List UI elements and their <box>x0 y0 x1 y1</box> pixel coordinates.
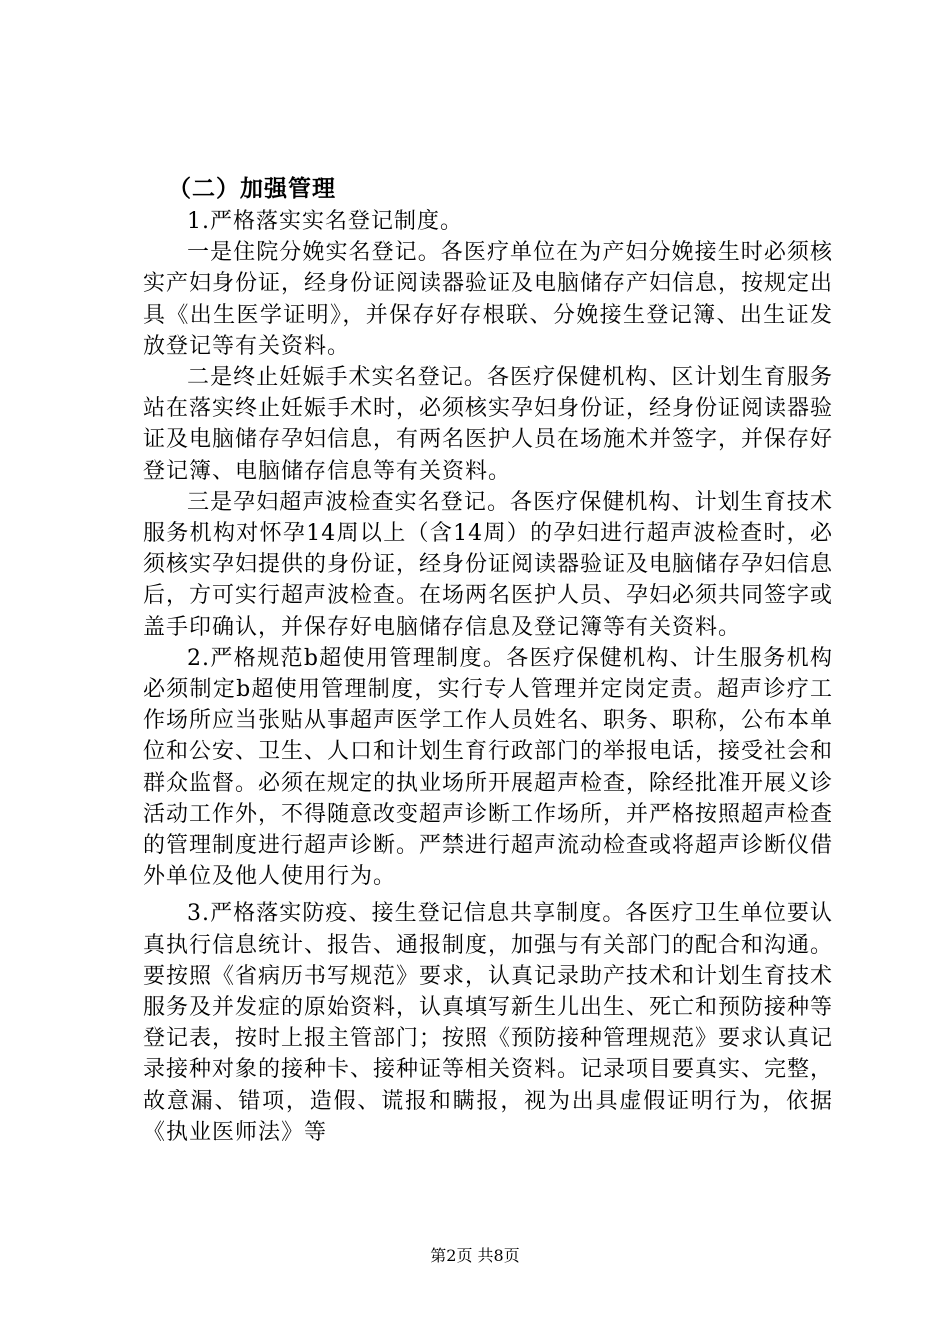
page-footer: 第2页 共8页 <box>430 1246 520 1265</box>
paragraph-item-1: 1.严格落实实名登记制度。 <box>187 209 463 234</box>
paragraph-item-2: 一是住院分娩实名登记。各医疗单位在为产妇分娩接生时必须核实产妇身份证，经身份证阅读器验证及电脑储存产妇信息，按规定出具《出生医学证明》，并保存好存根联、分娩接生登记簿、出生证发放登记等有关资料。 <box>143 240 834 359</box>
paragraph-item-6: 3.严格落实防疫、接生登记信息共享制度。各医疗卫生单位要认真执行信息统计、报告、通报制度，加强与有关部门的配合和沟通。要按照《省病历书写规范》要求，认真记录助产技术和计划生育技术服务及并发症的原始资料，认真填写新生儿出生、死亡和预防接种等登记表，按时上报主管部门；按照《预防接种管理规范》要求认真记录接种对象的接种卡、接种证等相关资料。记录项目要真实、完整，故意漏、错项，造假、谎报和瞒报，视为出具虚假证明行为，依据《执业医师法》等 <box>143 901 834 1145</box>
paragraph-item-5: 2.严格规范b超使用管理制度。各医疗保健机构、计生服务机构必须制定b超使用管理制度，实行专人管理并定岗定责。超声诊疗工作场所应当张贴从事超声医学工作人员姓名、职务、职称，公布本单位和公安、卫生、人口和计划生育行政部门的举报电话，接受社会和群众监督。必须在规定的执业场所开展超声检查，除经批准开展义诊活动工作外，不得随意改变超声诊断工作场所，并严格按照超声检查的管理制度进行超声诊断。严禁进行超声流动检查或将超声诊断仪借外单位及他人使用行为。 <box>143 645 834 890</box>
paragraph-item-4: 三是孕妇超声波检查实名登记。各医疗保健机构、计划生育技术服务机构对怀孕14周以上（含14周）的孕妇进行超声波检查时，必须核实孕妇提供的身份证，经身份证阅读器验证及电脑储存孕妇信息后，方可实行超声波检查。在场两名医护人员、孕妇必须共同签字或盖手印确认，并保存好电脑储存信息及登记簿等有关资料。 <box>143 489 834 640</box>
document-body <box>143 172 833 1148</box>
section-heading: （二）加强管理 <box>168 176 336 202</box>
paragraph-item-3: 二是终止妊娠手术实名登记。各医疗保健机构、区计划生育服务站在落实终止妊娠手术时，必须核实孕妇身份证，经身份证阅读器验证及电脑储存孕妇信息，有两名医护人员在场施术并签字，并保存好登记簿、电脑储存信息等有关资料。 <box>143 365 834 484</box>
